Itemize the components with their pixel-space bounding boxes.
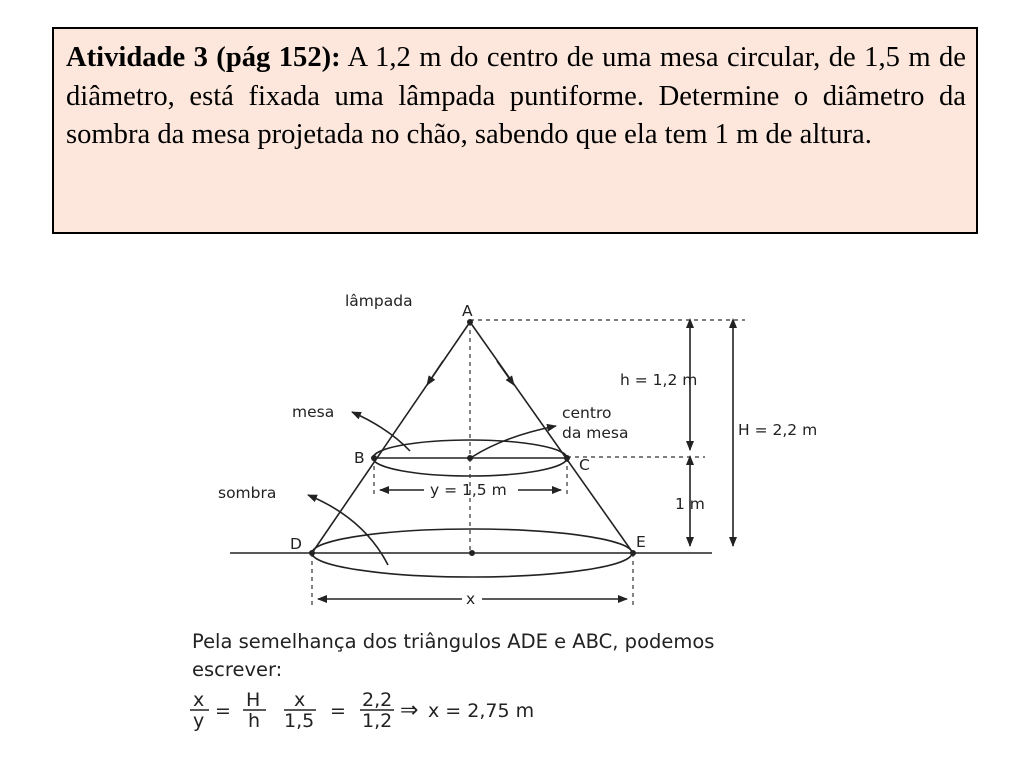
eq-equals-2: = [330,700,346,722]
point-e-label: E [636,533,646,551]
cone-edge-left [312,322,470,553]
y-label: y = 1,5 m [430,481,507,499]
activity-body: A 1,2 m do centro de uma mesa circular, de 1,5 m de diâmetro, está fixada uma lâmpada puntiforme. Determine o diâmetro da sombra da mesa projetada no chão, sabendo que ela tem 1 m de altura. [66,42,966,150]
eq-result: x = 2,75 m [428,700,535,722]
lamp-label: lâmpada [345,292,413,310]
similarity-equation [190,689,534,732]
point-a-label: A [462,302,473,320]
eq-frac2-num: H [246,689,261,711]
eq-frac2-den: h [248,710,261,732]
shadow-pointer-arrow [308,495,388,565]
x-label: x [466,590,476,608]
shadow-center-dot [469,550,475,556]
eq-frac4-num: 2,2 [362,689,393,711]
point-b-dot [371,455,377,461]
caption-line-2: escrever: [192,658,283,681]
table-label: mesa [292,403,335,421]
height-label: 1 m [675,495,705,513]
table-center-label-line1: centro [562,404,612,422]
eq-frac3-num: x [294,689,306,711]
point-d-dot [309,550,315,556]
eq-equals-1: = [215,700,231,722]
eq-frac4-den: 1,2 [362,710,393,732]
shadow-label: sombra [218,484,277,502]
eq-implies-arrow: ⇒ [400,698,419,723]
eq-frac1-den: y [193,710,205,732]
table-center-label-line2: da mesa [562,424,629,442]
activity-heading: Atividade 3 (pág 152): [66,42,341,73]
point-b-label: B [354,449,365,467]
table-center-dot [467,455,473,461]
light-ray-arrow-right [497,361,514,385]
eq-frac1-num: x [193,689,205,711]
point-c-label: C [579,456,590,474]
H-label: H = 2,2 m [738,421,818,439]
eq-frac3-den: 1,5 [284,710,315,732]
light-ray-arrow-left [427,361,443,385]
point-d-label: D [290,535,302,553]
caption-line-1: Pela semelhança dos triângulos ADE e ABC, podemos [192,630,715,653]
point-c-dot [564,455,570,461]
h-label: h = 1,2 m [620,371,698,389]
